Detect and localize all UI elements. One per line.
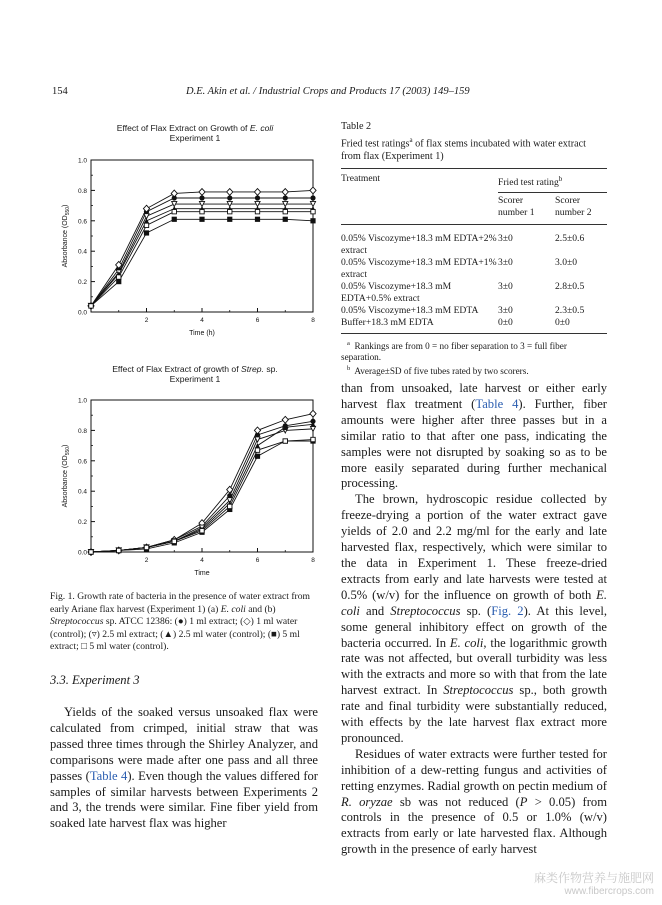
x-tick-label: 2 — [144, 557, 149, 564]
data-point — [172, 209, 176, 213]
cell-scorer-2: 2.3±0.5 — [555, 305, 585, 317]
data-point — [116, 279, 121, 284]
x-tick-label: 8 — [311, 317, 315, 324]
right-para-2-run: The brown, hydroscopic residue collected by freeze-drying a portion of the water extract gave yields of 2.0 and 2.2 mg/ml for the early and late harvested flax, respectively, which were similar to the data in Experiment 1. These freeze-dried extracts from early and late harvests were tested at 0.5% (w/v) for the influence on growth of both — [341, 492, 607, 602]
paragraph-residues — [341, 747, 607, 858]
right-para-3-run: Residues of water extracts were further tested for inhibition of a dew-retting fungus and activities of retting enzymes. Radial growth on pectin medium of — [341, 746, 607, 793]
data-point — [144, 230, 149, 235]
caption-run: Streptococcus — [50, 616, 104, 628]
chart-b-title-suffix: sp. — [263, 364, 278, 374]
x-tick-label: 8 — [311, 557, 315, 564]
y-tick-label: 0.4 — [77, 248, 87, 256]
table-2-grid — [341, 173, 607, 334]
running-head: D.E. Akin et al. / Industrial Crops and Products 17 (2003) 149–159 — [186, 86, 470, 97]
data-point — [255, 209, 259, 213]
cell-scorer-1: 3±0 — [498, 233, 513, 245]
data-point — [254, 427, 260, 434]
y-tick-label: 0.4 — [77, 488, 87, 496]
cell-scorer-1: 0±0 — [498, 317, 513, 329]
chart-b-title — [60, 364, 330, 384]
col-fried-test-rating — [498, 173, 607, 189]
col-fried-test-rating-sup: b — [558, 175, 563, 184]
table-2-title — [341, 134, 607, 164]
series-line — [91, 440, 313, 552]
right-para-2-run: E. coli — [341, 587, 607, 618]
data-point — [311, 437, 315, 441]
data-point — [255, 217, 260, 222]
cell-scorer-2: 2.8±0.5 — [555, 281, 585, 293]
data-point — [283, 209, 287, 213]
table-footnote-b — [341, 363, 607, 377]
y-tick-label: 1.0 — [77, 397, 87, 405]
right-para-2-run: sp., both growth rate and final turbidity were substantially reduced, with effects by the late harvest flax extract more pronounced. — [341, 683, 607, 745]
y-axis-label-close: ) — [62, 204, 69, 207]
x-tick-label: 6 — [255, 557, 260, 564]
chart-b-title-text: Effect of Flax Extract of growth of — [112, 364, 241, 374]
right-para-1-run[interactable]: Table 4 — [475, 396, 519, 411]
right-para-2-run[interactable]: Fig. 2 — [491, 603, 524, 618]
x-tick-label: 4 — [200, 317, 204, 324]
data-point — [310, 195, 315, 200]
cell-scorer-1: 3±0 — [498, 281, 513, 293]
col-scorer-2: Scorer number 2 — [555, 195, 592, 219]
y-tick-label: 0.6 — [77, 458, 87, 466]
data-point — [311, 209, 315, 213]
right-para-3-run: sb was not reduced ( — [392, 794, 520, 809]
table-bottom-rule — [341, 333, 607, 334]
chart-b-subtitle: Experiment 1 — [169, 374, 221, 384]
table-2-label: Table 2 — [341, 121, 372, 132]
data-point — [228, 504, 232, 508]
col-scorer-1: Scorer number 1 — [498, 195, 535, 219]
table-row — [341, 281, 607, 305]
right-para-2-run: Streptococcus — [443, 683, 514, 698]
right-column-text — [341, 381, 607, 858]
data-point — [255, 195, 260, 200]
right-para-3-run: > 0.05) from controls in the presence of 0.5 or 1.0% (w/v) extracts from early or late harvested flax. Although growth in the presence of early harvest — [341, 794, 607, 857]
data-point — [254, 189, 260, 196]
cell-scorer-2: 3.0±0 — [555, 257, 578, 269]
right-para-1-run: ). Further, fiber amounts were higher after three passes but in a similar ratio to that after one pass, indicating the samples were not disrupted by soaking so as to be more easily separated during further mechanical processing. — [341, 396, 608, 491]
data-point — [199, 217, 204, 222]
col-fried-test-rating-text: Fried test rating — [498, 177, 559, 189]
data-point — [283, 217, 288, 222]
data-point — [228, 209, 232, 213]
data-point — [282, 189, 288, 196]
table-top-rule — [341, 168, 607, 169]
data-point — [89, 304, 93, 308]
y-axis-label-sub: 550 — [65, 206, 71, 216]
table-2-title-sup: a — [409, 135, 413, 144]
y-axis-label-close: ) — [62, 444, 69, 447]
y-tick-label: 0.6 — [77, 218, 87, 226]
table-row — [341, 305, 607, 317]
table-footnote-a — [341, 338, 607, 363]
data-point — [310, 187, 316, 194]
y-axis-label — [62, 205, 71, 268]
x-axis-label: Time (h) — [189, 330, 215, 337]
cell-treatment: Buffer+18.3 mM EDTA — [341, 317, 434, 329]
col-treatment: Treatment — [341, 173, 381, 185]
right-para-2-run: ). At this level, some general inhibitory effect on growth of the bacteria occurred. In — [341, 603, 607, 650]
chart-b-title-italic: Strep. — [241, 364, 264, 374]
data-point — [227, 217, 232, 222]
y-tick-label: 0.2 — [77, 279, 87, 287]
cell-treatment: 0.05% Viscozyme+18.3 mM EDTA+2% extract — [341, 233, 497, 257]
y-axis-label-sub: 550 — [65, 446, 71, 456]
x-tick-label: 2 — [144, 317, 149, 324]
y-tick-label: 0.0 — [77, 309, 87, 317]
data-point — [199, 195, 204, 200]
right-para-2-run: , the logarithmic growth rate was not affected, but overall turbidity was less with the extracts and more so with that from the late harvest extract. In — [341, 635, 607, 698]
y-tick-label: 0.8 — [77, 187, 87, 195]
data-point — [227, 189, 233, 196]
paragraph-freeze-dried — [341, 492, 607, 747]
table-2-title-rest: of flax stems incubated with water extract from flax (Experiment 1) — [341, 137, 587, 162]
paragraph-continued — [341, 381, 607, 492]
left-para-run: ). Even though the values differed for samples of similar harvests between Experiments 2 and 3, the trends were similar. Fine fiber yield from soaked late harvest flax was higher — [50, 768, 319, 831]
cell-treatment: 0.05% Viscozyme+18.3 mM EDTA+1% extract — [341, 257, 497, 281]
data-point — [255, 454, 260, 459]
data-point — [144, 545, 148, 549]
data-point — [282, 416, 288, 423]
left-column-text — [50, 705, 318, 832]
chart-a-subtitle: Experiment 1 — [169, 133, 221, 143]
data-point — [144, 223, 148, 227]
data-point — [117, 275, 121, 279]
right-para-2-run: and — [359, 603, 391, 618]
watermark-line-2: www.fibercrops.com — [564, 886, 654, 897]
left-para-run: Yields of the soaked versus unsoaked flax were calculated from crimped, initial straw that was passed three times through the Shirley Analyzer, and comparisons were made after one pass and all three passes ( — [50, 705, 318, 783]
x-tick-label: 6 — [255, 317, 260, 324]
data-point — [310, 218, 315, 223]
chart-a-title-text: Effect of Flax Extract on Growth of — [116, 123, 250, 133]
data-point — [171, 190, 177, 197]
data-point — [200, 529, 204, 533]
footnote-a-text: Rankings are from 0 = no fiber separation to 3 = full fiber separation. — [341, 341, 567, 363]
y-tick-label: 0.2 — [77, 519, 87, 527]
right-para-2-run: sp. ( — [460, 603, 492, 618]
footnote-b-mark: b — [347, 365, 351, 373]
right-para-1-run: than from unsoaked, late harvest or either early harvest flax treatment ( — [341, 381, 607, 411]
chart-b — [55, 390, 325, 582]
right-para-3-run: R. oryzae — [341, 794, 393, 809]
data-point — [172, 539, 176, 543]
watermark-line-1: 麻类作物营养与施肥网 — [533, 871, 654, 885]
cell-treatment: 0.05% Viscozyme+18.3 mM EDTA — [341, 305, 479, 317]
right-para-2-run: Streptococcus — [390, 603, 461, 618]
right-para-2-run: E. coli — [449, 635, 484, 650]
footnote-a-mark: a — [347, 340, 350, 348]
cell-scorer-1: 3±0 — [498, 257, 513, 269]
right-para-3-run: P — [519, 794, 528, 809]
series-line — [91, 441, 313, 552]
section-heading: 3.3. Experiment 3 — [50, 673, 140, 687]
data-point — [255, 448, 259, 452]
y-tick-label: 0.0 — [77, 549, 87, 557]
table-row — [341, 257, 607, 281]
table-row — [341, 317, 607, 329]
plot-frame — [91, 160, 313, 312]
left-para-run[interactable]: Table 4 — [89, 768, 128, 783]
data-point — [89, 550, 93, 554]
y-axis-label-main: Absorbance (OD — [62, 215, 69, 268]
cell-scorer-2: 2.5±0.6 — [555, 233, 585, 245]
table-2 — [341, 121, 607, 377]
figure-caption — [50, 591, 318, 654]
caption-run: E. coli — [220, 603, 246, 615]
caption-run: and (b) — [245, 603, 276, 615]
chart-a — [55, 150, 325, 342]
data-point — [199, 189, 205, 196]
data-point — [283, 439, 287, 443]
y-axis-label-main: Absorbance (OD — [62, 455, 69, 508]
x-tick-label: 4 — [200, 557, 204, 564]
data-point — [200, 209, 204, 213]
watermark — [534, 872, 654, 898]
cell-scorer-2: 0±0 — [555, 317, 570, 329]
table-2-title-text: Fried test ratings — [341, 137, 410, 149]
chart-a-title-italic: E. coli — [249, 123, 274, 133]
table-2-body — [341, 225, 607, 329]
y-tick-label: 0.8 — [77, 427, 87, 435]
data-point — [283, 195, 288, 200]
data-point — [172, 217, 177, 222]
y-tick-label: 1.0 — [77, 157, 87, 165]
cell-scorer-1: 3±0 — [498, 305, 513, 317]
data-point — [227, 195, 232, 200]
paragraph-experiment-3 — [50, 705, 318, 832]
page-number: 154 — [52, 86, 68, 97]
caption-run: sp. ATCC 12386: (●) 1 ml extract; (◇) 1 ml water (control); (▿) 2.5 ml extract; (▲) 2.5 ml water (control); (■) 5 ml extract; □ 5 ml water (control). — [50, 616, 300, 653]
footnote-b-text: Average±SD of five tubes rated by two scorers. — [354, 366, 529, 377]
data-point — [310, 410, 316, 417]
x-axis-label: Time — [194, 570, 210, 577]
y-axis-label — [62, 445, 71, 508]
cell-treatment: 0.05% Viscozyme+18.3 mM EDTA+0.5% extract — [341, 281, 452, 305]
table-row — [341, 225, 607, 257]
caption-run: Fig. 1. Growth rate of bacteria in the presence of water extract from early Ariane flax harvest (Experiment 1) (a) — [50, 591, 310, 615]
chart-a-title — [60, 123, 330, 143]
data-point — [117, 548, 121, 552]
